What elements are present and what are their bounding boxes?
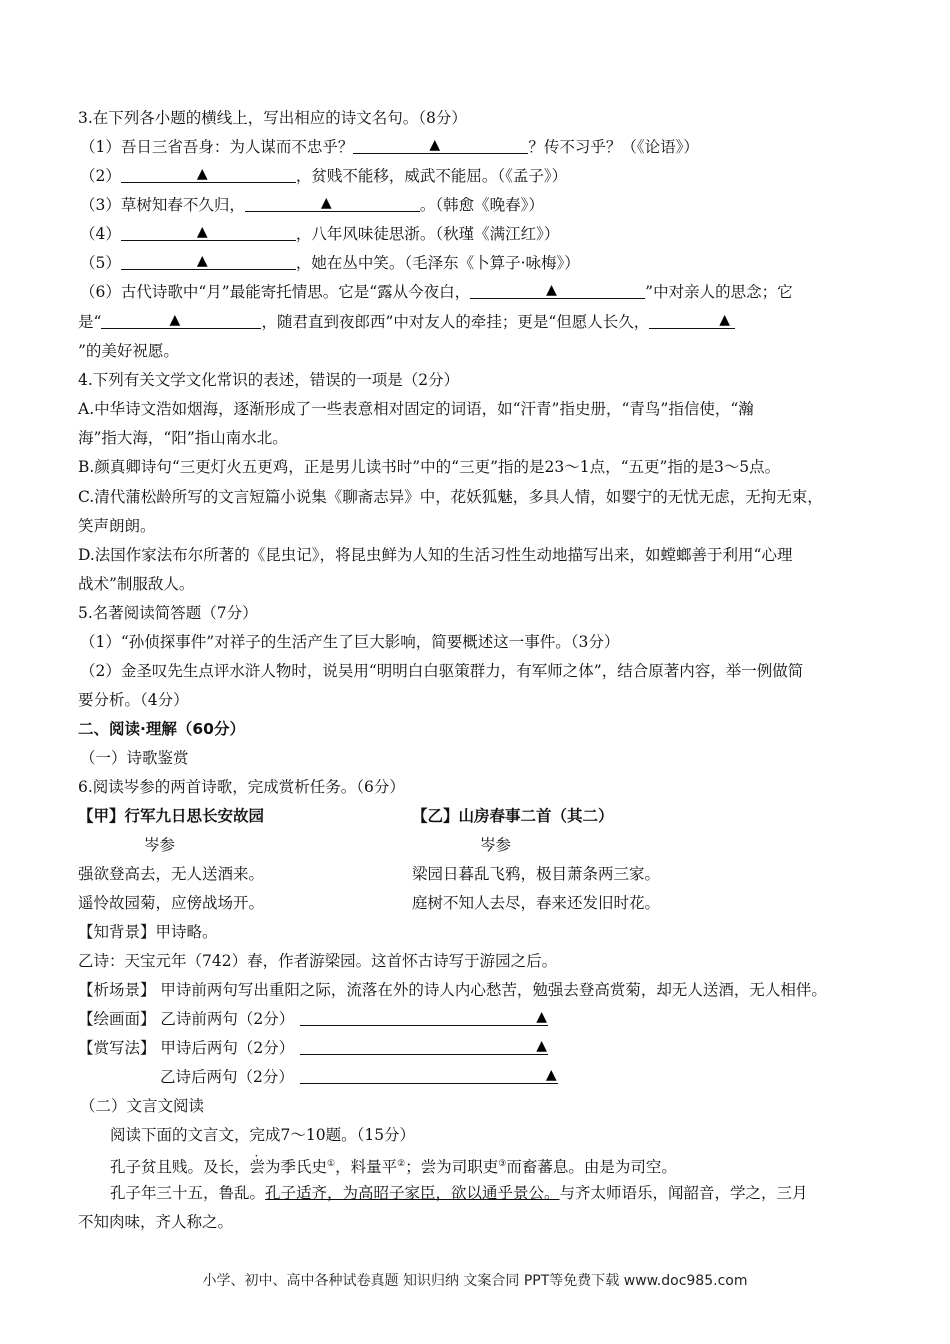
q4-option-c-cont: 笑声朗朗。 xyxy=(78,517,156,535)
poem-a-line-2: 遥怜故园菊，应傍战场开。 xyxy=(78,894,265,912)
q3-line-4: （4） ▲ ，八年风味徒思浙。（秋瑾《满江红》） xyxy=(80,224,560,243)
answer-blank[interactable] xyxy=(121,166,296,183)
q4-option-a: A.中华诗文浩如烟海，逐渐形成了一些表意相对固定的词语，如“汗青”指史册，“青鸟”指信使，“瀚 xyxy=(78,400,754,418)
poem-b-line-2: 庭树不知人去尽，春来还发旧时花。 xyxy=(412,894,661,912)
method-task-a: 【赏写法】 甲诗后两句（2分） ▲ xyxy=(78,1038,548,1057)
poem-b-author: 岑参 xyxy=(480,836,512,854)
footer-text: 小学、初中、高中各种试卷真题 知识归纳 文案合同 PPT等免费下载 www.doc985.com xyxy=(202,1273,748,1289)
q4-option-d: D.法国作家法布尔所著的《昆虫记》，将昆虫鲜为人知的生活习性生动地描写出来，如螳螂善于利用“心理 xyxy=(78,546,793,564)
triangle-marker-icon: ▲ xyxy=(320,195,332,211)
background-a: 【知背景】甲诗略。 xyxy=(78,923,218,941)
triangle-marker-icon: ▲ xyxy=(196,224,208,240)
poem-b-line-1: 梁园日暮乱飞鸦，极目萧条两三家。 xyxy=(412,865,661,883)
q3-line-3: （3）草树知春不久归， ▲ 。（韩愈《晚春》） xyxy=(80,195,544,214)
poem-a-author: 岑参 xyxy=(144,836,176,854)
answer-blank[interactable] xyxy=(245,195,420,212)
q3-line-7: 是“ ▲ ，随君直到夜郎西”中对友人的牵挂；更是“但愿人长久， ▲ xyxy=(78,312,735,332)
triangle-marker-icon: ▲ xyxy=(536,1038,548,1054)
answer-blank[interactable] xyxy=(300,1067,558,1084)
answer-blank[interactable] xyxy=(300,1038,548,1055)
q4-option-d-cont: 战术”制服敌人。 xyxy=(78,575,195,593)
triangle-marker-icon: ▲ xyxy=(429,137,441,153)
answer-blank[interactable] xyxy=(470,282,645,299)
draw-task: 【绘画面】 乙诗前两句（2分） ▲ xyxy=(78,1009,548,1028)
method-task-b: 乙诗后两句（2分） ▲ xyxy=(160,1067,557,1086)
q4-title: 4.下列有关文学文化常识的表述，错误的一项是（2分） xyxy=(78,371,460,389)
answer-blank[interactable] xyxy=(101,312,261,329)
q5-title: 5.名著阅读简答题（7分） xyxy=(78,604,258,622)
q6-title: 6.阅读岑参的两首诗歌，完成赏析任务。（6分） xyxy=(78,778,405,796)
triangle-marker-icon: ▲ xyxy=(169,312,181,328)
q4-option-a-cont: 海”指大海，“阳”指山南水北。 xyxy=(78,429,288,447)
poem-a-line-1: 强欲登高去，无人送酒来。 xyxy=(78,865,265,883)
poem-b-title: 【乙】山房春事二首（其二） xyxy=(412,807,614,825)
triangle-marker-icon: ▲ xyxy=(196,253,208,269)
q3-line-5: （5） ▲ ，她在丛中笑。（毛泽东《卜算子·咏梅》） xyxy=(80,253,580,272)
section-2-title: 二、阅读·理解（60分） xyxy=(78,720,245,738)
q5-part-2-cont: 要分析。（4分） xyxy=(78,691,189,709)
classical-text-line-3: 不知肉味，齐人称之。 xyxy=(78,1213,234,1231)
q4-option-b: B.颜真卿诗句“三更灯火五更鸡，正是男儿读书时”中的“三更”指的是23～1点，“五更”指的是3～5点。 xyxy=(78,458,781,476)
subsection-poetry: （一）诗歌鉴赏 xyxy=(80,749,189,767)
triangle-marker-icon: ▲ xyxy=(546,282,557,298)
classical-text-line-2: 孔子年三十五，鲁乱。孔子适齐，为高昭子家臣，欲以通乎景公。与齐太师语乐，闻韶音，学之，三月 xyxy=(110,1184,808,1202)
triangle-marker-icon: ▲ xyxy=(196,166,208,182)
triangle-marker-icon: ▲ xyxy=(545,1067,557,1083)
q3-line-1: （1）吾日三省吾身：为人谋而不忠乎？ ▲ ？传不习乎？（《论语》） xyxy=(80,137,699,156)
q3-line-2: （2） ▲ ，贫贱不能移，威武不能屈。（《孟子》） xyxy=(80,166,568,185)
q3-title: 3.在下列各小题的横线上，写出相应的诗文名句。（8分） xyxy=(78,109,467,127)
answer-blank[interactable] xyxy=(353,137,528,154)
q3-line-6: （6）古代诗歌中“月”最能寄托情思。它是“露从今夜白， ▲ ”中对亲人的思念；它 xyxy=(80,282,793,301)
triangle-marker-icon: ▲ xyxy=(536,1009,548,1025)
answer-blank[interactable] xyxy=(121,224,296,241)
underlined-sentence: 孔子适齐，为高昭子家臣，欲以通乎景公。 xyxy=(265,1184,560,1202)
q5-part-1: （1）“孙侦探事件”对祥子的生活产生了巨大影响，简要概述这一事件。（3分） xyxy=(80,633,620,651)
q5-part-2: （2）金圣叹先生点评水浒人物时，说吴用“明明白白驱策群力，有军师之体”，结合原著内容，举一例做简 xyxy=(80,662,804,680)
answer-blank[interactable] xyxy=(649,312,735,329)
q3-line-8: ”的美好祝愿。 xyxy=(78,342,179,360)
classical-instruction: 阅读下面的文言文，完成7～10题。（15分） xyxy=(110,1126,416,1144)
poem-a-title: 【甲】行军九日思长安故园 xyxy=(78,807,265,825)
classical-text-line-1: 孔子贫且贱。及长，尝为季氏史①，料量平②；尝为司职吏③而畜蕃息。由是为司空。 xyxy=(110,1158,677,1177)
answer-blank[interactable] xyxy=(300,1009,548,1026)
triangle-marker-icon: ▲ xyxy=(719,312,731,328)
background-b: 乙诗：天宝元年（742）春，作者游梁园。这首怀古诗写于游园之后。 xyxy=(78,952,558,970)
answer-blank[interactable] xyxy=(121,253,296,270)
q4-option-c: C.清代蒲松龄所写的文言短篇小说集《聊斋志异》中，花妖狐魅，多具人情，如婴宁的无忧无虑，无拘无束， xyxy=(78,488,823,506)
subsection-classical: （二）文言文阅读 xyxy=(80,1097,205,1115)
scene-analysis: 【析场景】 甲诗前两句写出重阳之际，流落在外的诗人内心愁苦，勉强去登高赏菊，却无人送酒，无人相伴。 xyxy=(78,981,827,999)
